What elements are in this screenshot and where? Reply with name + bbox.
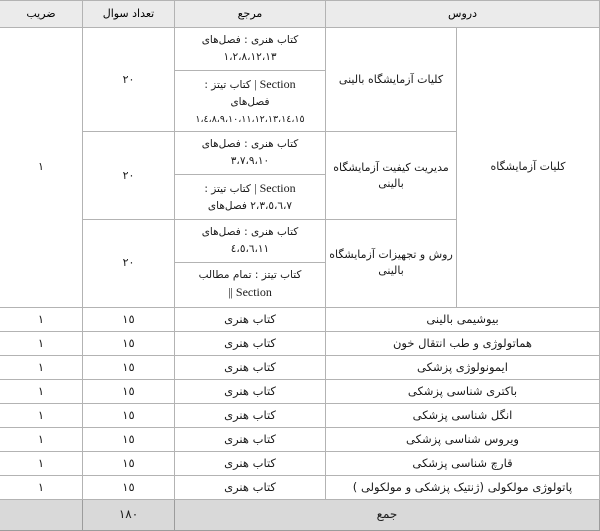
reference-chapters: ٣،٧،٩،١٠ [230, 155, 270, 168]
table-row [0, 403, 600, 427]
table-row [0, 379, 600, 403]
reference-sublabel: فصل‌های [207, 200, 247, 213]
reference: کتاب هنری [174, 427, 325, 451]
reference: کتاب هنری [174, 307, 325, 331]
reference-label: کتاب تیتز : [204, 78, 251, 91]
reference-label: کتاب تیتز : تمام مطالب [198, 268, 302, 281]
zarib: ١ [0, 451, 82, 475]
table-row [0, 451, 600, 475]
total-row [0, 499, 600, 530]
reference-sublabel: فصل‌های [230, 95, 270, 108]
zarib: ١ [0, 355, 82, 379]
reference-henry-3 [175, 220, 325, 262]
subject-name: پاتولوژی مولکولی (ژنتیک پزشکی و مولکولی ) [325, 475, 599, 499]
group-row-1 [0, 28, 600, 132]
total-label: جمع [174, 499, 599, 530]
zarib: ١ [0, 403, 82, 427]
question-count-1: ٢٠ [82, 28, 174, 132]
column-header-dorous: دروس [325, 1, 599, 28]
subject-name: هماتولوژی و طب انتقال خون [325, 331, 599, 355]
reference: کتاب هنری [174, 451, 325, 475]
reference-cell-2 [174, 132, 325, 220]
subject-name: بیوشیمی بالینی [325, 307, 599, 331]
question-count: ١٥ [82, 475, 174, 499]
subject-name-3: روش و تجهیزات آزمایشگاه بالینی [325, 219, 456, 307]
question-count: ١٥ [82, 427, 174, 451]
reference-tietz-2 [175, 174, 325, 218]
reference-cell-1 [174, 28, 325, 132]
table-row [0, 331, 600, 355]
reference-label: کتاب هنری : فصل‌های [201, 225, 299, 238]
question-count-2: ٢٠ [82, 132, 174, 220]
subject-name-2: مدیریت کیفیت آزمایشگاه بالینی [325, 132, 456, 220]
reference-subrow [175, 262, 325, 306]
reference-chapters: ١،٢،٨،١٢،١٣ [223, 50, 277, 63]
subject-name-1: کلیات آزمایشگاه بالینی [325, 28, 456, 132]
total-zarib [0, 499, 82, 530]
table-body [0, 28, 600, 531]
reference-chapters: ٢،٣،٥،٦،٧ [250, 200, 293, 213]
reference-subrow [175, 220, 325, 262]
reference-tietz-1 [175, 70, 325, 131]
table-row [0, 475, 600, 499]
question-count: ١٥ [82, 451, 174, 475]
question-count: ١٥ [82, 355, 174, 379]
subject-name: قارچ شناسی پزشکی [325, 451, 599, 475]
reference: کتاب هنری [174, 379, 325, 403]
reference-label: کتاب هنری : فصل‌های [201, 34, 299, 46]
reference-label: کتاب هنری : فصل‌های [201, 138, 299, 151]
subject-name: انگل شناسی پزشکی [325, 403, 599, 427]
reference-subrow [175, 70, 325, 131]
column-header-marja: مرجع [174, 1, 325, 28]
group-zarib-kolliyat: ١ [0, 28, 82, 308]
zarib: ١ [0, 379, 82, 403]
question-count: ١٥ [82, 403, 174, 427]
reference: کتاب هنری [174, 475, 325, 499]
total-question-count: ١٨٠ [82, 499, 174, 530]
reference-chapters: ١،٤،٨،٩،١٠،١١،١٢،١٣،١٤،١٥ [195, 113, 305, 125]
reference: کتاب هنری [174, 331, 325, 355]
question-count: ١٥ [82, 379, 174, 403]
reference-latin-section: Section | [254, 180, 296, 195]
question-count: ١٥ [82, 307, 174, 331]
zarib: ١ [0, 331, 82, 355]
zarib: ١ [0, 307, 82, 331]
zarib: ١ [0, 427, 82, 451]
table-row [0, 355, 600, 379]
reference-label: کتاب تیتز : [204, 182, 251, 195]
reference-subrow [175, 28, 325, 70]
reference-henry-1 [175, 28, 325, 70]
column-header-zarib: ضریب [0, 1, 82, 28]
reference-tietz-3 [175, 262, 325, 306]
table-row [0, 307, 600, 331]
reference-henry-2 [175, 132, 325, 174]
table-header [0, 1, 600, 28]
subject-name: ویروس شناسی پزشکی [325, 427, 599, 451]
reference-cell-3 [174, 219, 325, 307]
question-count: ١٥ [82, 331, 174, 355]
reference-subrow [175, 174, 325, 218]
subject-name: ایمونولوژی پزشکی [325, 355, 599, 379]
reference: کتاب هنری [174, 403, 325, 427]
reference: کتاب هنری [174, 355, 325, 379]
reference-latin-section: Section || [228, 285, 272, 300]
reference-chapters: ٤،٥،٦،١١ [230, 242, 270, 255]
header-row [0, 1, 600, 28]
question-count-3: ٢٠ [82, 219, 174, 307]
reference-subrow [175, 132, 325, 174]
column-header-tedad-soal: تعداد سوال [82, 1, 174, 28]
zarib: ١ [0, 475, 82, 499]
subject-name: باکتری شناسی پزشکی [325, 379, 599, 403]
table-row [0, 427, 600, 451]
reference-latin-section: Section | [254, 76, 296, 91]
group-title-kolliyat: کلیات آزمایشگاه [457, 28, 600, 308]
